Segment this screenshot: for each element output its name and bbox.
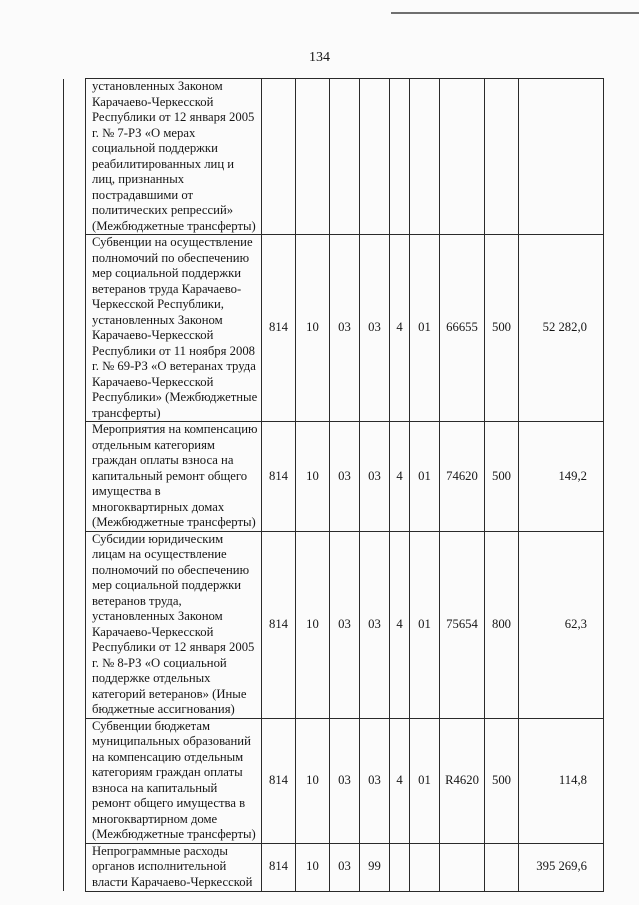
expense-type-cell: 500 <box>485 235 519 422</box>
number-cell <box>64 235 86 422</box>
expense-type-cell: 500 <box>485 422 519 532</box>
subsection-cell: 03 <box>330 843 360 891</box>
section-cell: 10 <box>296 843 330 891</box>
subprogram-cell: 4 <box>390 718 410 843</box>
code-cell <box>262 79 296 235</box>
expense-type-cell <box>485 79 519 235</box>
event-cell <box>410 79 440 235</box>
direction-cell: 74620 <box>440 422 485 532</box>
subsection-cell: 03 <box>330 422 360 532</box>
section-cell: 10 <box>296 531 330 718</box>
program-cell: 03 <box>360 235 390 422</box>
program-cell <box>360 79 390 235</box>
amount-cell: 62,3 <box>519 531 604 718</box>
amount-cell: 149,2 <box>519 422 604 532</box>
direction-cell: 66655 <box>440 235 485 422</box>
section-cell <box>296 79 330 235</box>
subsection-cell: 03 <box>330 235 360 422</box>
expense-type-cell <box>485 843 519 891</box>
event-cell <box>410 843 440 891</box>
subprogram-cell: 4 <box>390 531 410 718</box>
program-cell: 03 <box>360 422 390 532</box>
number-cell <box>64 843 86 891</box>
expense-type-cell: 500 <box>485 718 519 843</box>
expense-type-cell: 800 <box>485 531 519 718</box>
subsection-cell: 03 <box>330 531 360 718</box>
subsection-cell: 03 <box>330 718 360 843</box>
description-cell: Субвенции бюджетам муниципальных образований на компенсацию отдельным категориям граждан оплаты взноса на капитальный ремонт общего имущества в многоквартирном доме (Межбюджетные трансферты) <box>86 718 262 843</box>
code-cell: 814 <box>262 422 296 532</box>
section-cell: 10 <box>296 235 330 422</box>
description-cell: Субвенции на осуществление полномочий по обеспечению мер социальной поддержки ветеранов труда Карачаево-Черкесской Республики, установленных Законом Карачаево-Черкесской Республики от 11 ноября 2008 г. № 69-РЗ «О ветеранах труда Карачаево-Черкесской Республики» (Межбюджетные трансферты) <box>86 235 262 422</box>
program-cell: 99 <box>360 843 390 891</box>
amount-cell <box>519 79 604 235</box>
amount-cell: 114,8 <box>519 718 604 843</box>
table-row <box>64 79 604 235</box>
description-cell: Мероприятия на компенсацию отдельным категориям граждан оплаты взноса на капитальный ремонт общего имущества в многоквартирных домах (Межбюджетные трансферты) <box>86 422 262 532</box>
code-cell: 814 <box>262 531 296 718</box>
table-row <box>64 531 604 718</box>
header-rule <box>391 12 639 14</box>
subprogram-cell: 4 <box>390 422 410 532</box>
subsection-cell <box>330 79 360 235</box>
program-cell: 03 <box>360 718 390 843</box>
code-cell: 814 <box>262 235 296 422</box>
description-cell: Непрограммные расходы органов исполнительной власти Карачаево-Черкесской <box>86 843 262 891</box>
direction-cell <box>440 843 485 891</box>
table-row <box>64 718 604 843</box>
subprogram-cell <box>390 79 410 235</box>
table-row <box>64 422 604 532</box>
number-cell <box>64 531 86 718</box>
event-cell: 01 <box>410 718 440 843</box>
section-cell: 10 <box>296 718 330 843</box>
direction-cell <box>440 79 485 235</box>
number-cell <box>64 79 86 235</box>
amount-cell: 52 282,0 <box>519 235 604 422</box>
event-cell: 01 <box>410 422 440 532</box>
section-cell: 10 <box>296 422 330 532</box>
direction-cell: 75654 <box>440 531 485 718</box>
amount-cell: 395 269,6 <box>519 843 604 891</box>
description-cell: Субсидии юридическим лицам на осуществление полномочий по обеспечению мер социальной поддержки ветеранов труда, установленных Законом Карачаево-Черкесской Республики от 12 января 2005 г. № 8-РЗ «О социальной поддержке отдельных категорий ветеранов» (Иные бюджетные ассигнования) <box>86 531 262 718</box>
event-cell: 01 <box>410 235 440 422</box>
code-cell: 814 <box>262 718 296 843</box>
page-number: 134 <box>309 50 330 65</box>
subprogram-cell <box>390 843 410 891</box>
number-cell <box>64 422 86 532</box>
direction-cell: R4620 <box>440 718 485 843</box>
number-cell <box>64 718 86 843</box>
code-cell: 814 <box>262 843 296 891</box>
table-row <box>64 235 604 422</box>
program-cell: 03 <box>360 531 390 718</box>
budget-table <box>63 78 604 892</box>
table-row <box>64 843 604 891</box>
event-cell: 01 <box>410 531 440 718</box>
description-cell: установленных Законом Карачаево-Черкесской Республики от 12 января 2005 г. № 7-РЗ «О мерах социальной поддержки реабилитированных лиц и лиц, признанных пострадавшими от политических репрессий» (Межбюджетные трансферты) <box>86 79 262 235</box>
subprogram-cell: 4 <box>390 235 410 422</box>
